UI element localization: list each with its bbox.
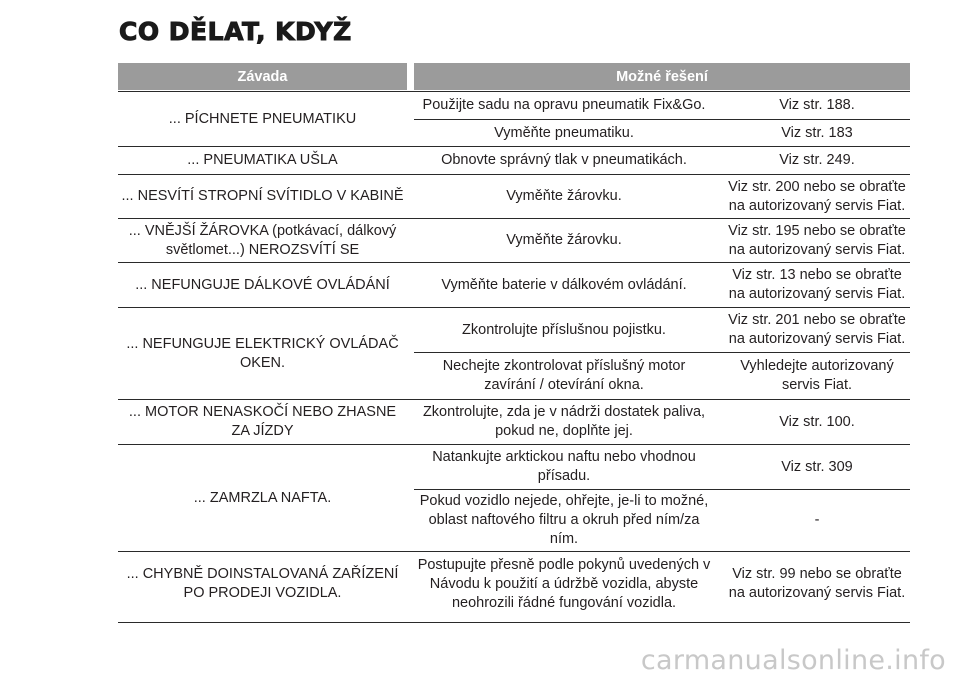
action-cell: Natankujte arktickou naftu nebo vhodnou přísadu.: [432, 449, 696, 484]
fault-cell: ... NESVÍTÍ STROPNÍ SVÍTIDLO V KABINĚ: [121, 188, 404, 204]
fault-cell: ... CHYBNĚ DOINSTALOVANÁ ZAŘÍZENÍ PO PRODEJI VOZIDLA.: [126, 566, 399, 601]
fault-cell: ... MOTOR NENASKOČÍ NEBO ZHASNE ZA JÍZDY: [128, 404, 397, 439]
reference-cell: -: [814, 512, 820, 528]
action-cell: Zkontrolujte, zda je v nádrži dostatek paliva, pokud ne, doplňte jej.: [422, 404, 706, 439]
action-cell: Vyměňte baterie v dálkovém ovládání.: [441, 276, 687, 293]
action-cell: Vyměňte žárovku.: [506, 188, 622, 204]
action-cell: Zkontrolujte příslušnou pojistku.: [462, 321, 666, 338]
action-cell: Postupujte přesně podle pokynů uvedených v Návodu k použití a údržbě vozidla, abyste neohrozili řádné fungování vozidla.: [417, 556, 711, 611]
fault-cell: ... NEFUNGUJE ELEKTRICKÝ OVLÁDAČ OKEN.: [126, 335, 399, 371]
action-cell: Pokud vozidlo nejede, ohřejte, je-li to možné, oblast naftového filtru a okruh před ním/za ním.: [419, 493, 709, 547]
reference-cell: Viz str. 99 nebo se obraťte na autorizovaný servis Fiat.: [728, 566, 906, 601]
fault-cell: ... VNĚJŠÍ ŽÁROVKA (potkávací, dálkový světlomet...) NEROZSVÍTÍ SE: [128, 222, 397, 258]
action-cell: Vyměňte pneumatiku.: [494, 124, 634, 141]
action-cell: Nechejte zkontrolovat příslušný motor zavírání / otevírání okna.: [442, 358, 686, 393]
reference-cell: Viz str. 13 nebo se obraťte na autorizovaný servis Fiat.: [728, 267, 906, 302]
reference-cell: Viz str. 100.: [779, 413, 855, 430]
page-title: CO DĚLAT, KDYŽ: [119, 17, 352, 46]
fault-cell: ... ZAMRZLA NAFTA.: [193, 489, 332, 506]
reference-cell: Viz str. 183: [781, 124, 853, 141]
fault-cell: ... PNEUMATIKA UŠLA: [187, 152, 338, 168]
reference-cell: Vyhledejte autorizovaný servis Fiat.: [740, 358, 894, 393]
row-divider: [118, 622, 910, 623]
action-cell: Použijte sadu na opravu pneumatik Fix&Go.: [422, 97, 706, 113]
fault-cell: ... NEFUNGUJE DÁLKOVÉ OVLÁDÁNÍ: [135, 276, 390, 293]
column-header-fault: Závada: [118, 63, 407, 90]
reference-cell: Viz str. 201 nebo se obraťte na autorizovaný servis Fiat.: [728, 312, 906, 347]
watermark: carmanualsonline.info: [640, 645, 946, 676]
column-header-solution: Možné řešení: [414, 63, 910, 90]
reference-cell: Viz str. 200 nebo se obraťte na autorizovaný servis Fiat.: [728, 178, 906, 214]
fault-cell: ... PÍCHNETE PNEUMATIKU: [168, 110, 357, 127]
reference-cell: Viz str. 309: [781, 458, 853, 475]
reference-cell: Viz str. 195 nebo se obraťte na autorizovaný servis Fiat.: [728, 222, 906, 258]
action-cell: Vyměňte žárovku.: [506, 232, 622, 248]
action-cell: Obnovte správný tlak v pneumatikách.: [441, 152, 687, 168]
reference-cell: Viz str. 188.: [779, 97, 855, 113]
reference-cell: Viz str. 249.: [779, 152, 855, 168]
